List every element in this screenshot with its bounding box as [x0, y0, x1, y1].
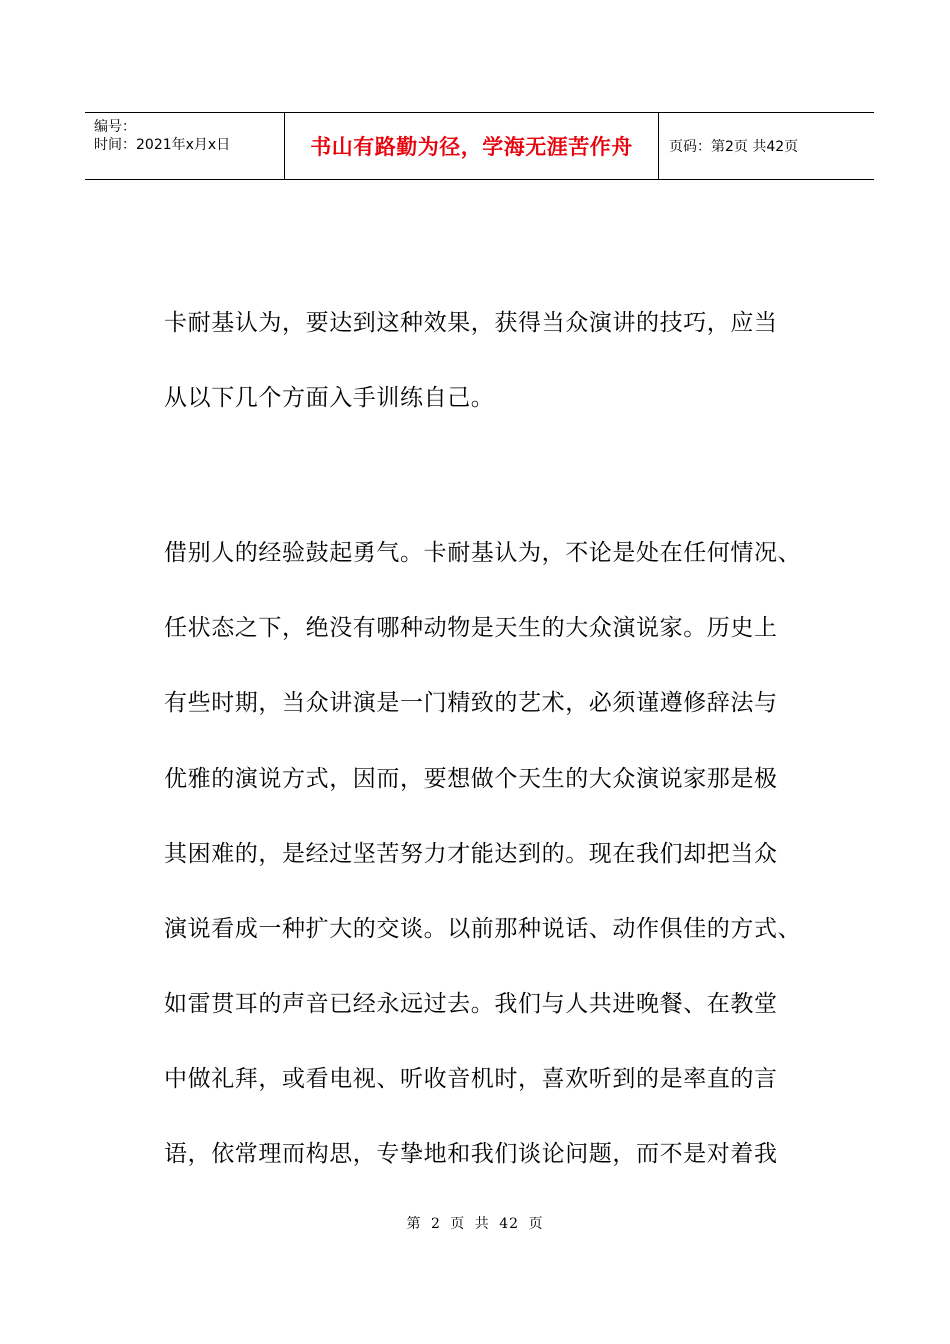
paragraph-line: 其困难的，是经过坚苦努力才能达到的。现在我们却把当众: [164, 841, 778, 867]
header-page-code: 页码：第2页 共42页: [669, 139, 799, 155]
paragraph-line: 从以下几个方面入手训练自己。: [164, 385, 495, 411]
paragraph-line: 借别人的经验鼓起勇气。卡耐基认为，不论是处在任何情况、: [164, 540, 802, 566]
paragraph-line: 中做礼拜，或看电视、听收音机时，喜欢听到的是率直的言: [164, 1066, 778, 1092]
document-time-label: 时间：2021年x月x日: [94, 137, 231, 153]
header-motto: 书山有路勤为径，学海无涯苦作舟: [310, 135, 633, 159]
paragraph-line: 如雷贯耳的声音已经永远过去。我们与人共进晚餐、在教堂: [164, 991, 778, 1017]
document-number-label: 编号：: [94, 119, 136, 135]
document-header: [85, 112, 874, 180]
header-meta-cell: [85, 113, 285, 179]
paragraph-line: 演说看成一种扩大的交谈。以前那种说话、动作俱佳的方式、: [164, 916, 802, 942]
paragraph-line: 卡耐基认为，要达到这种效果，获得当众演讲的技巧，应当: [164, 310, 778, 336]
header-motto-cell: [285, 113, 659, 179]
paragraph-line: 任状态之下，绝没有哪种动物是天生的大众演说家。历史上: [164, 615, 778, 641]
paragraph-line: 语，依常理而构思，专挚地和我们谈论问题，而不是对着我: [164, 1141, 778, 1167]
header-page-cell: [659, 113, 874, 179]
paragraph-line: 优雅的演说方式，因而，要想做个天生的大众演说家那是极: [164, 766, 778, 792]
footer-page-indicator: 第 2 页 共 42 页: [406, 1216, 544, 1232]
paragraph-line: 有些时期，当众讲演是一门精致的艺术，必须谨遵修辞法与: [164, 690, 778, 716]
page-footer: [0, 1213, 950, 1233]
